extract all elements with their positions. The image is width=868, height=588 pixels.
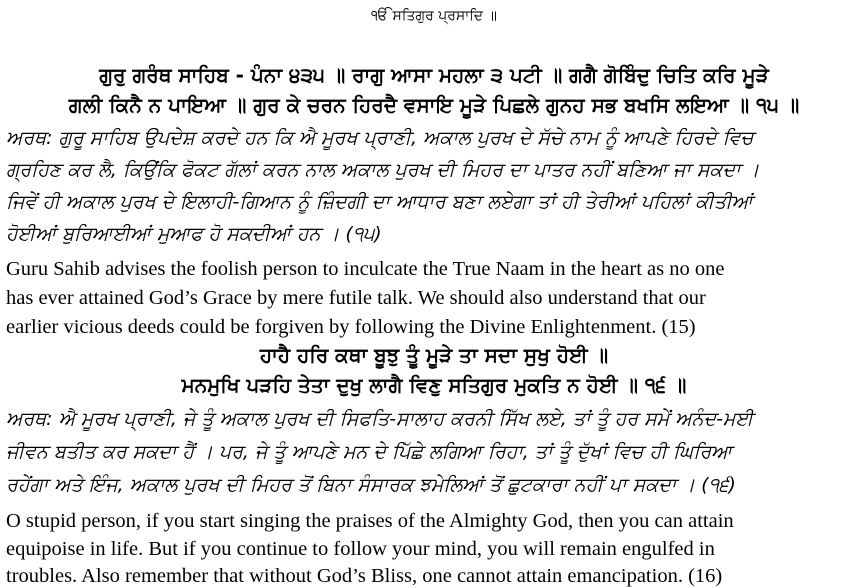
invocation-heading: ੴ ਸਤਿਗੁਰ ਪ੍ਰਸਾਦਿ ॥ <box>371 8 497 24</box>
english-16-line-1: O stupid person, if you start singing the praises of the Almighty God, then you can attain <box>6 510 734 532</box>
verse-16-line-1: ਹਾਹੈ ਹਰਿ ਕਥਾ ਬੂਝੁ ਤੂੰ ਮੂੜੇ ਤਾ ਸਦਾ ਸੁਖੁ ਹੋਈ ॥ <box>259 343 609 367</box>
english-15-line-2: has ever attained God’s Grace by mere futile talk. We should also understand that our <box>6 287 706 309</box>
english-16-line-2: equipoise in life. But if you continue to follow your mind, you will remain engulfed in <box>6 538 715 560</box>
meaning-16-line-2: ਜੀਵਨ ਬਤੀਤ ਕਰ ਸਕਦਾ ਹੈਂ । ਪਰ, ਜੇ ਤੂੰ ਆਪਣੇ ਮਨ ਦੇ ਪਿੱਛੇ ਲਗਿਆ ਰਿਹਾ, ਤਾਂ ਤੂੰ ਦੁੱਖਾਂ ਵਿਚ ਹੀ ਘਿਰਿਆ <box>6 441 732 463</box>
meaning-16-line-3: ਰਹੇਂਗਾ ਅਤੇ ਇੰਜ, ਅਕਾਲ ਪੁਰਖ ਦੀ ਮਿਹਰ ਤੋਂ ਬਿਨਾ ਸੰਸਾਰਕ ਝਮੇਲਿਆਂ ਤੋਂ ਛੁਟਕਾਰਾ ਨਹੀਂ ਪਾ ਸਕਦਾ । (੧੬) <box>6 474 736 496</box>
verse-16-line-2: ਮਨਮੁਖਿ ਪੜਹਿ ਤੇਤਾ ਦੁਖੁ ਲਾਗੈ ਵਿਣੁ ਸਤਿਗੁਰ ਮੁਕਤਿ ਨ ਹੋਈ ॥ ੧੬ ॥ <box>181 373 687 397</box>
english-16-line-3: troubles. Also remember that without God’s Bliss, one cannot attain emancipation. (16) <box>6 565 723 587</box>
verse-15-line-2: ਗਲੀ ਕਿਨੈ ਨ ਪਾਇਆ ॥ ਗੁਰ ਕੇ ਚਰਨ ਹਿਰਦੈ ਵਸਾਇ ਮੂੜੇ ਪਿਛਲੇ ਗੁਨਹ ਸਭ ਬਖਸਿ ਲਇਆ ॥ ੧੫ ॥ <box>68 93 800 117</box>
meaning-15-line-1: ਅਰਥ: ਗੁਰੂ ਸਾਹਿਬ ਉਪਦੇਸ਼ ਕਰਦੇ ਹਨ ਕਿ ਐ ਮੂਰਖ ਪ੍ਰਾਣੀ, ਅਕਾਲ ਪੁਰਖ ਦੇ ਸੱਚੇ ਨਾਮ ਨੂੰ ਆਪਣੇ ਹਿਰਦੇ ਵਿਚ <box>6 127 754 149</box>
meaning-15-line-4: ਹੋਈਆਂ ਬੁਰਿਆਈਆਂ ਮੁਆਫ ਹੋ ਸਕਦੀਆਂ ਹਨ । (੧੫) <box>6 223 382 245</box>
meaning-16-line-1: ਅਰਥ: ਐ ਮੂਰਖ ਪ੍ਰਾਣੀ, ਜੇ ਤੂੰ ਅਕਾਲ ਪੁਰਖ ਦੀ ਸਿਫਤਿ-ਸਾਲਾਹ ਕਰਨੀ ਸਿੱਖ ਲਏ, ਤਾਂ ਤੂੰ ਹਰ ਸਮੇਂ ਅਨੰਦ-ਮਈ <box>6 408 754 430</box>
english-15-line-3: earlier vicious deeds could be forgiven by following the Divine Enlightenment. (15) <box>6 316 696 338</box>
verse-15-line-1: ਗੁਰੁ ਗਰੰਥ ਸਾਹਿਬ - ਪੰਨਾ ੪੩੫ ॥ ਰਾਗੁ ਆਸਾ ਮਹਲਾ ੩ ਪਟੀ ॥ ਗਗੈ ਗੋਬਿੰਦੁ ਚਿਤਿ ਕਰਿ ਮੂੜੇ <box>99 63 769 87</box>
meaning-15-line-2: ਗ੍ਰਹਿਣ ਕਰ ਲੈ, ਕਿਉਂਕਿ ਫੋਕਟ ਗੱਲਾਂ ਕਰਨ ਨਾਲ ਅਕਾਲ ਪੁਰਖ ਦੀ ਮਿਹਰ ਦਾ ਪਾਤਰ ਨਹੀਂ ਬਣਿਆ ਜਾ ਸਕਦਾ । <box>6 159 760 181</box>
meaning-15-line-3: ਜਿਵੇਂ ਹੀ ਅਕਾਲ ਪੁਰਖ ਦੇ ਇਲਾਹੀ-ਗਿਆਨ ਨੂੰ ਜ਼ਿੰਦਗੀ ਦਾ ਆਧਾਰ ਬਣਾ ਲਏਗਾ ਤਾਂ ਹੀ ਤੇਰੀਆਂ ਪਹਿਲਾਂ ਕੀਤੀਆਂ <box>6 191 753 213</box>
english-15-line-1: Guru Sahib advises the foolish person to inculcate the True Naam in the heart as no one <box>6 258 725 280</box>
